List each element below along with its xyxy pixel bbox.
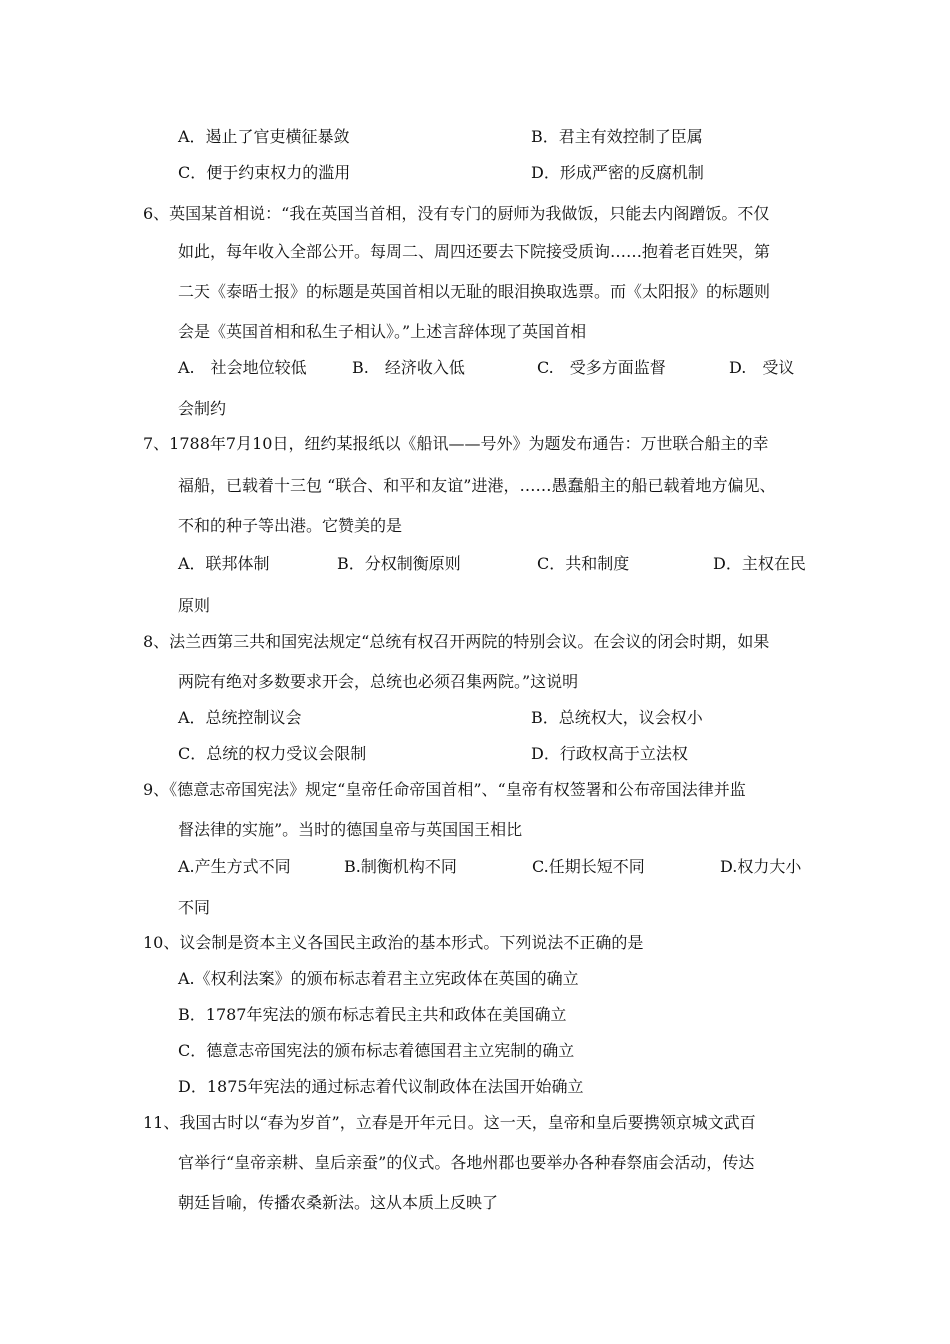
q9-stem-line: 督法律的实施”。当时的德国皇帝与英国国王相比 — [178, 820, 523, 839]
q11-stem-line: 朝廷旨喻，传播农桑新法。这从本质上反映了 — [178, 1193, 499, 1212]
q5-option-a: A．遏止了官吏横征暴敛 — [178, 127, 350, 146]
q7-stem-line: 福船，已载着十三包 “联合、和平和友谊”进港，……愚蠢船主的船已载着地方偏见、 — [178, 476, 776, 495]
q7-option-b: B．分权制衡原则 — [337, 554, 461, 573]
q6-option-a: A. 社会地位较低 — [178, 358, 307, 377]
q8-option-d: D．行政权高于立法权 — [531, 744, 688, 763]
q10-option-b: B．1787年宪法的颁布标志着民主共和政体在美国确立 — [178, 1005, 567, 1024]
q8-option-a: A．总统控制议会 — [178, 708, 302, 727]
q8-stem-line: 两院有绝对多数要求开会，总统也必须召集两院。”这说明 — [178, 672, 579, 691]
q5-option-b: B．君主有效控制了臣属 — [531, 127, 703, 146]
q8-option-c: C．总统的权力受议会限制 — [178, 744, 367, 763]
q7-stem-line: 不和的种子等出港。它赞美的是 — [178, 516, 403, 535]
q6-option-d: D. 受议 — [729, 358, 795, 377]
q6-option-c: C. 受多方面监督 — [537, 358, 666, 377]
q6-option-wrap: 会制约 — [178, 399, 227, 418]
q10-option-a: A.《权利法案》的颁布标志着君主立宪政体在英国的确立 — [178, 969, 579, 988]
q9-option-b: B.制衡机构不同 — [344, 857, 457, 876]
q9-option-a: A.产生方式不同 — [178, 857, 291, 876]
q6-stem-line: 如此，每年收入全部公开。每周二、周四还要去下院接受质询……抱着老百姓哭，第 — [178, 242, 771, 261]
q11-stem-line: 官举行“皇帝亲耕、皇后亲蚕”的仪式。各地州郡也要举办各种春祭庙会活动，传达 — [178, 1153, 755, 1172]
q10-stem-line: 10、议会制是资本主义各国民主政治的基本形式。下列说法不正确的是 — [143, 933, 644, 952]
q9-option-d: D.权力大小 — [720, 857, 802, 876]
q11-stem-line: 11、我国古时以“春为岁首”，立春是开年元日。这一天，皇帝和皇后要携领京城文武百 — [143, 1113, 756, 1132]
q6-option-b: B. 经济收入低 — [352, 358, 465, 377]
q6-stem-line: 二天《泰晤士报》的标题是英国首相以无耻的眼泪换取选票。而《太阳报》的标题则 — [178, 282, 771, 301]
q8-stem-line: 8、法兰西第三共和国宪法规定“总统有权召开两院的特别会议。在会议的闭会时期，如果 — [143, 632, 770, 651]
q5-option-c: C．便于约束权力的滥用 — [178, 163, 351, 182]
q9-option-wrap: 不同 — [178, 898, 211, 917]
q6-stem-line: 会是《英国首相和私生子相认》。”上述言辞体现了英国首相 — [178, 322, 587, 341]
q7-option-c: C．共和制度 — [537, 554, 630, 573]
q7-option-a: A．联邦体制 — [178, 554, 270, 573]
q10-option-c: C．德意志帝国宪法的颁布标志着德国君主立宪制的确立 — [178, 1041, 575, 1060]
q7-option-d: D．主权在民 — [713, 554, 806, 573]
q7-option-wrap: 原则 — [178, 596, 211, 615]
q9-option-c: C.任期长短不同 — [532, 857, 645, 876]
q10-option-d: D．1875年宪法的通过标志着代议制政体在法国开始确立 — [178, 1077, 584, 1096]
q5-option-d: D．形成严密的反腐机制 — [531, 163, 704, 182]
q7-stem-line: 7、1788年7月10日，纽约某报纸以《船讯——号外》为题发布通告：万世联合船主的幸 — [143, 434, 769, 453]
q9-stem-line: 9、《德意志帝国宪法》规定“皇帝任命帝国首相”、“皇帝有权签署和公布帝国法律并监 — [143, 780, 746, 799]
q8-option-b: B．总统权大，议会权小 — [531, 708, 703, 727]
q6-stem-line: 6、英国某首相说：“我在英国当首相，没有专门的厨师为我做饭，只能去内阁蹭饭。不仅 — [143, 204, 770, 223]
